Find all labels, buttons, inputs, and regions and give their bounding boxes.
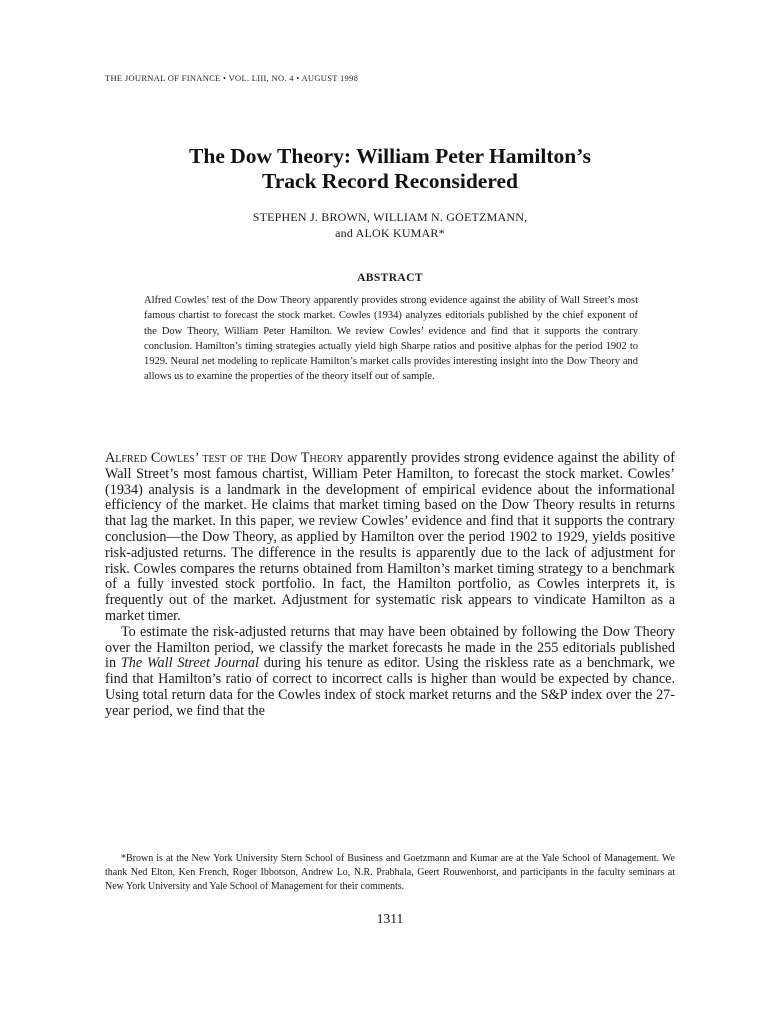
authors-line-1: STEPHEN J. BROWN, WILLIAM N. GOETZMANN, <box>252 210 528 224</box>
body-paragraph-1 <box>105 451 675 625</box>
paragraph-2-text-b: during his tenure as editor. Using the riskless rate as a benchmark, we find that Hamilton’s ratio of correct to incorrect calls is higher than would be expected by chance. Using total return data for the Cowles index of stock market returns and the S&P index over the 27-year period, we find that the <box>105 655 675 719</box>
running-head: THE JOURNAL OF FINANCE • VOL. LIII, NO. 4 • AUGUST 1998 <box>105 73 359 83</box>
title-line-1: The Dow Theory: William Peter Hamilton’s <box>189 144 591 168</box>
abstract-heading: ABSTRACT <box>357 272 423 284</box>
author-footnote <box>105 852 675 894</box>
page-number: 1311 <box>376 911 404 926</box>
lead-in-smallcaps: Alfred Cowles’ test of the Dow Theory <box>105 450 344 466</box>
author-list <box>100 210 680 241</box>
paper-title <box>100 144 680 194</box>
paragraph-2-text-a: To estimate the risk-adjusted returns that may have been obtained by following the Dow Theory over the Hamilton period, we classify the market forecasts he made in the 255 editorials published in <box>105 623 675 672</box>
authors-line-2: and ALOK KUMAR* <box>335 225 445 240</box>
footnote-text: *Brown is at the New York University Stern School of Business and Goetzmann and Kumar are at the Yale School of Management. We thank Ned Elton, Ken French, Roger Ibbotson, Andrew Lo, N.R. Prabhala, Geert Rouwenhorst, and participants in the faculty seminars at New York University and Yale School of Management for their comments. <box>105 853 675 892</box>
abstract-text: Alfred Cowles’ test of the Dow Theory apparently provides strong evidence against the ability of Wall Street’s most famous chartist to forecast the stock market. Cowles (1934) analyzes editorials published by the chief exponent of the Dow Theory, William Peter Hamilton. We review Cowles’ evidence and find that it supports the contrary conclusion. Hamilton’s timing strategies actually yield high Sharpe ratios and positive alphas for the period 1902 to 1929. Neural net modeling to replicate Hamilton’s market calls provides interesting insight into the Dow Theory and allows us to examine the properties of the theory itself out of sample. <box>144 295 638 383</box>
title-line-2: Track Record Reconsidered <box>262 169 518 193</box>
body-paragraph-2 <box>105 625 675 720</box>
paragraph-1-text: apparently provides strong evidence against the ability of Wall Street’s most famous chartist, William Peter Hamilton, to forecast the stock market. Cowles’ (1934) analysis is a landmark in the development of empirical evidence about the informational efficiency of the market. He claims that market timing based on the Dow Theory results in returns that lag the market. In this paper, we review Cowles’ evidence and find that it supports the contrary conclusion—the Dow Theory, as applied by Hamilton over the period 1902 to 1929, yields positive risk-adjusted returns. The difference in the results is apparently due to the lack of adjustment for risk. Cowles compares the returns obtained from Hamilton’s market timing strategy to a benchmark of a fully invested stock portfolio. In fact, the Hamilton portfolio, as Cowles interprets it, is frequently out of the market. Adjustment for systematic risk appears to vindicate Hamilton as a market timer. <box>105 450 675 624</box>
main-body <box>105 451 675 720</box>
journal-name: The Wall Street Journal <box>120 655 259 672</box>
